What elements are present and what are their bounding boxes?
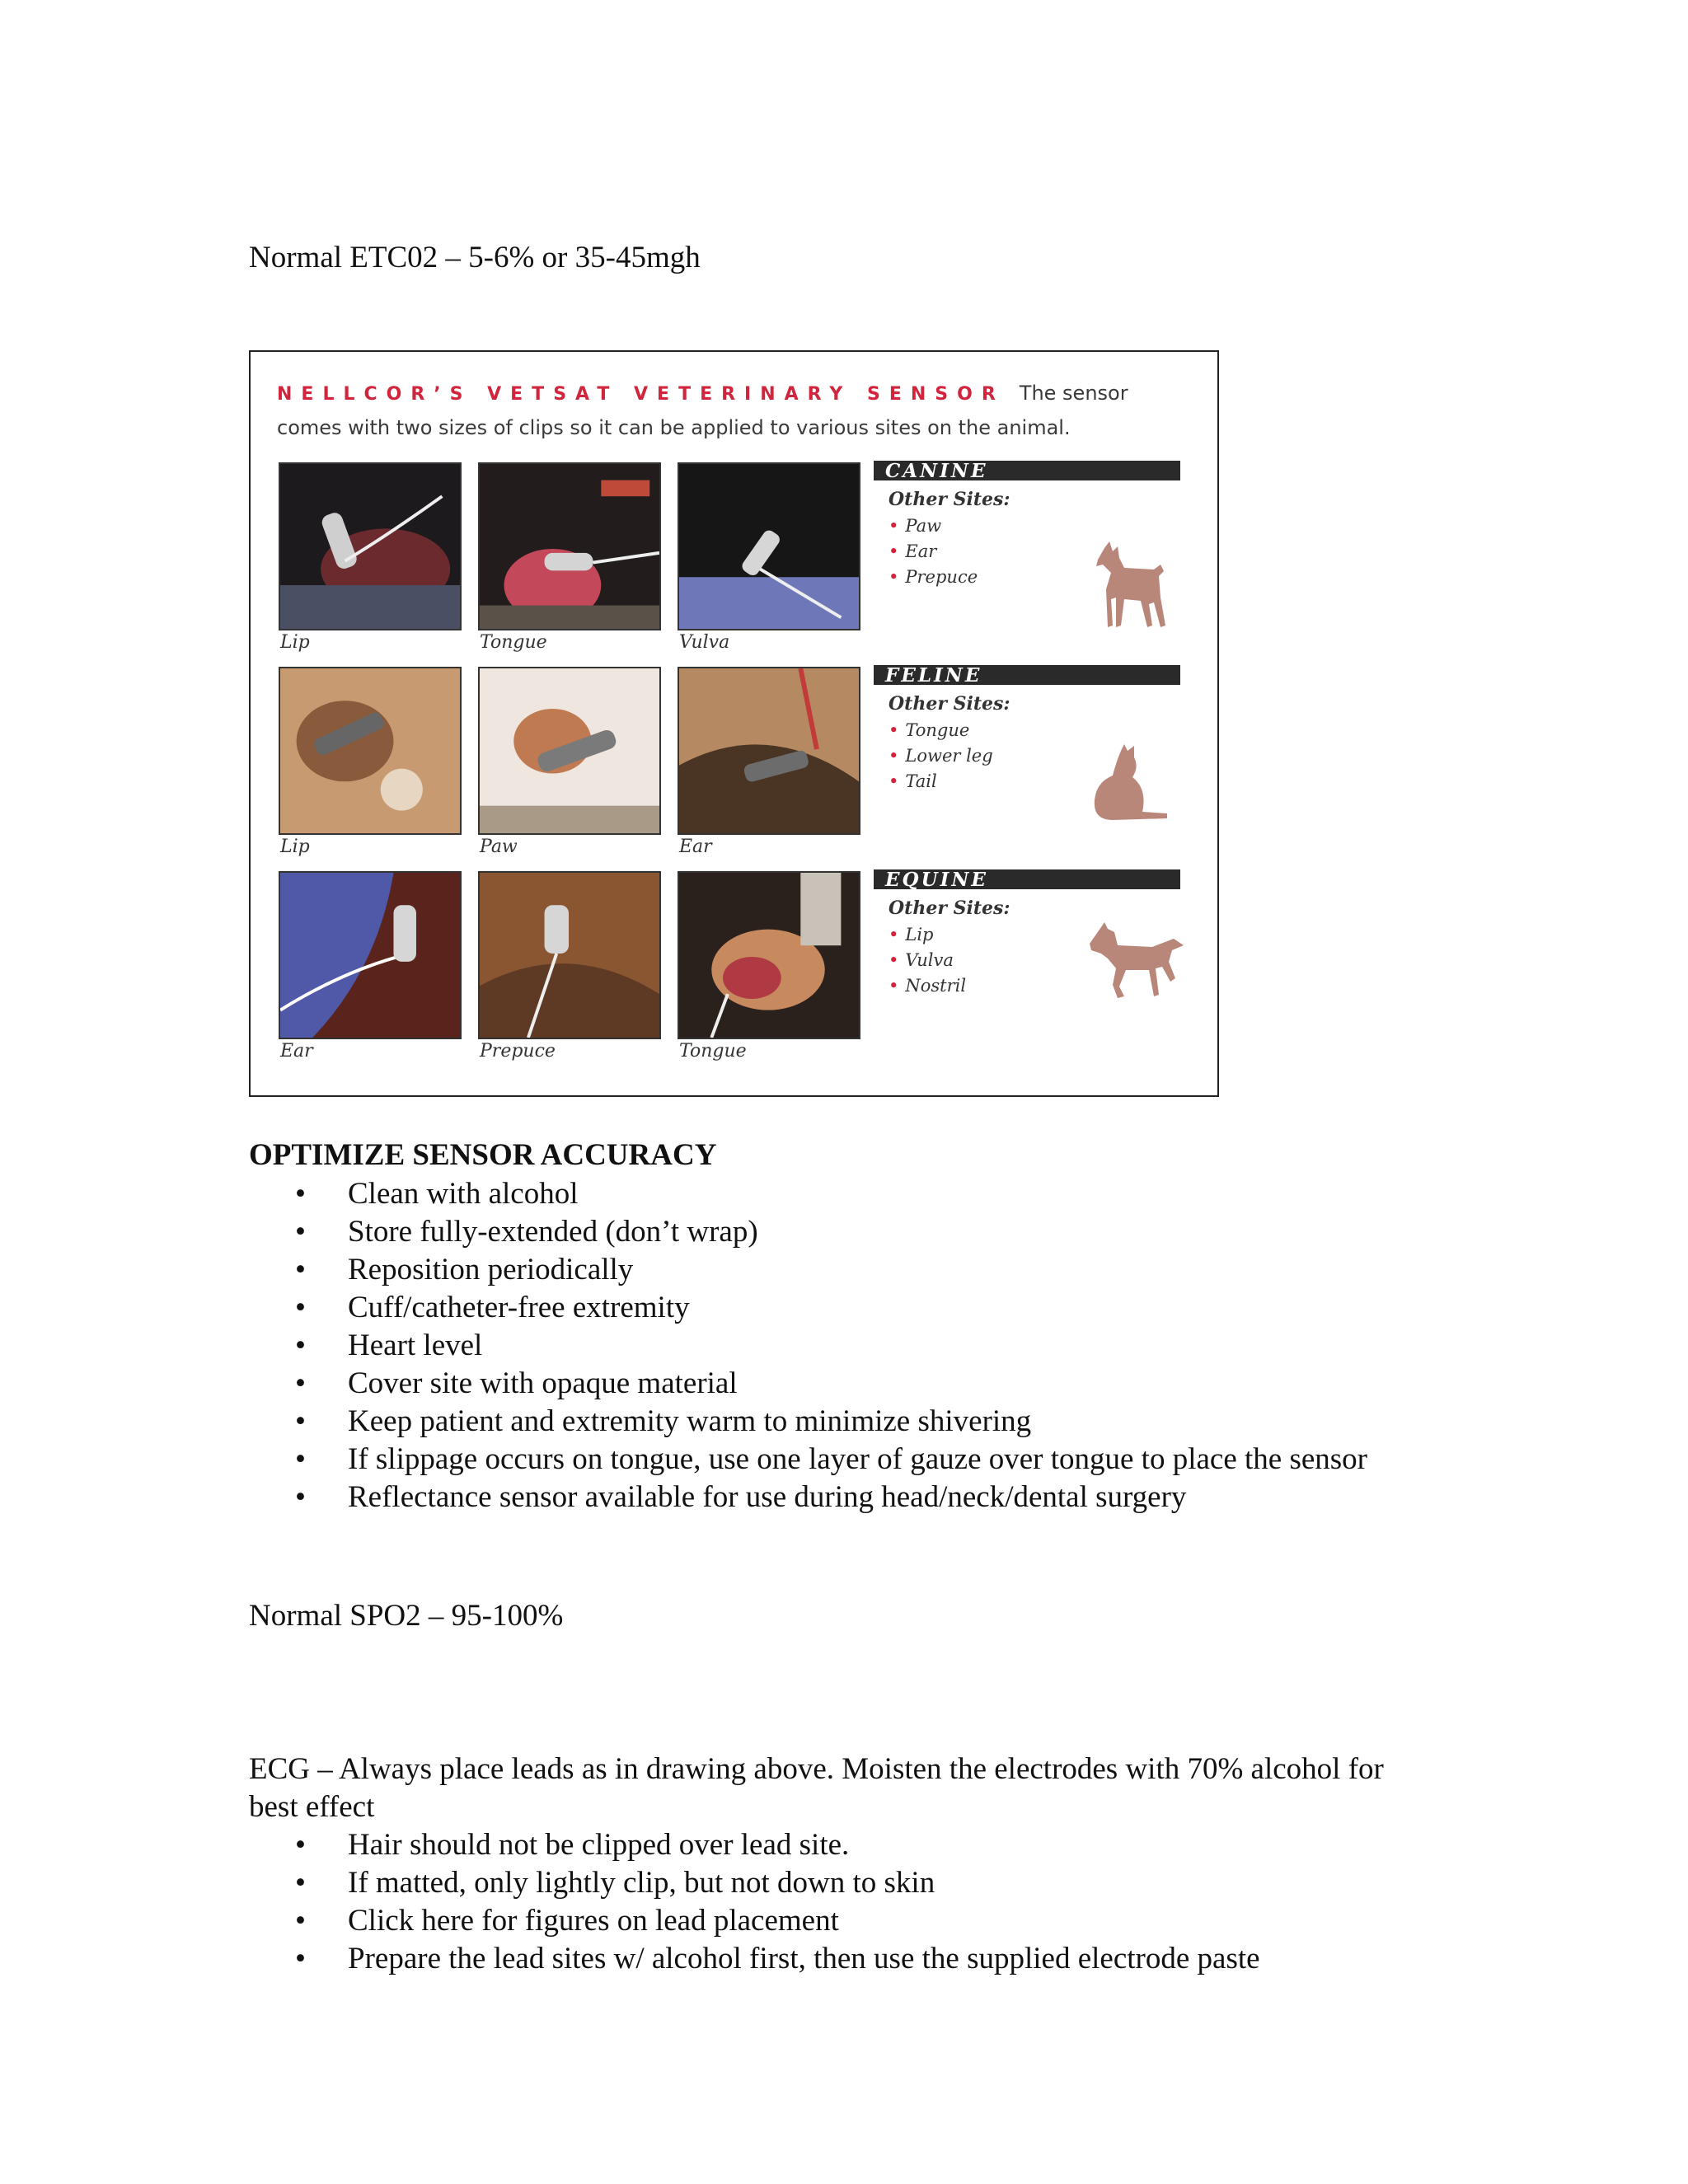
- photo-equine-prepuce: [478, 871, 661, 1039]
- list-item: • Heart level: [249, 1327, 1419, 1365]
- caption-equine-tongue: Tongue: [679, 1041, 747, 1062]
- lead-placement-link[interactable]: • Click here for figures on lead placement: [249, 1902, 1419, 1940]
- photo-feline-lip: [279, 667, 462, 835]
- list-item: • If matted, only lightly clip, but not down to skin: [249, 1864, 1419, 1902]
- etco2-normal-text: Normal ETC02 – 5-6% or 35-45mgh: [249, 241, 701, 274]
- caption-equine-ear: Ear: [280, 1041, 313, 1062]
- species-title-feline: FELINE: [874, 665, 1180, 685]
- optimize-list: [249, 1175, 1419, 1516]
- other-site-item: • Prepuce: [889, 567, 978, 587]
- horse-icon: [1083, 921, 1185, 1000]
- list-item: • Reposition periodically: [249, 1251, 1419, 1289]
- list-item: • Cuff/catheter-free extremity: [249, 1289, 1419, 1327]
- optimize-section-title: OPTIMIZE SENSOR ACCURACY: [249, 1138, 717, 1172]
- photo-equine-tongue: [678, 871, 860, 1039]
- caption-canine-vulva: Vulva: [679, 632, 730, 653]
- other-sites-label-canine: Other Sites:: [889, 489, 1010, 510]
- photo-canine-lip: [279, 462, 462, 630]
- photo-feline-paw: [478, 667, 661, 835]
- photo-feline-ear: [678, 667, 860, 835]
- list-item: • Prepare the lead sites w/ alcohol first, then use the supplied electrode paste: [249, 1940, 1419, 1978]
- other-site-item: • Lip: [889, 925, 934, 944]
- list-item: • Keep patient and extremity warm to minimize shivering: [249, 1403, 1419, 1441]
- caption-feline-paw: Paw: [480, 837, 518, 857]
- list-item: • Reflectance sensor available for use during head/neck/dental surgery: [249, 1479, 1419, 1516]
- caption-canine-lip: Lip: [280, 632, 310, 653]
- caption-feline-ear: Ear: [679, 837, 712, 857]
- other-site-item: • Vulva: [889, 950, 954, 970]
- other-sites-label-equine: Other Sites:: [889, 898, 1010, 919]
- spo2-normal-text: Normal SPO2 – 95-100%: [249, 1599, 564, 1633]
- other-sites-label-feline: Other Sites:: [889, 693, 1010, 715]
- other-site-item: • Tongue: [889, 720, 970, 740]
- vetsat-sensor-figure: [249, 350, 1219, 1097]
- other-site-item: • Nostril: [889, 976, 967, 996]
- other-site-item: • Tail: [889, 771, 937, 791]
- caption-canine-tongue: Tongue: [480, 632, 547, 653]
- caption-equine-prepuce: Prepuce: [480, 1041, 556, 1062]
- species-title-equine: EQUINE: [874, 869, 1180, 889]
- photo-equine-ear: [279, 871, 462, 1039]
- photo-canine-tongue: [478, 462, 661, 630]
- ecg-list: [249, 1826, 1419, 1978]
- species-title-canine: CANINE: [874, 461, 1180, 480]
- caption-feline-lip: Lip: [280, 837, 310, 857]
- other-site-item: • Paw: [889, 516, 942, 536]
- list-item: • If slippage occurs on tongue, use one layer of gauze over tongue to place the sensor: [249, 1441, 1419, 1479]
- photo-canine-vulva: [678, 462, 860, 630]
- figure-description: The sensor comes with two sizes of clips so it can be applied to various sites on the animal.: [277, 382, 1128, 439]
- other-site-item: • Ear: [889, 541, 937, 561]
- figure-brand-title: NELLCOR’S VETSAT VETERINARY SENSOR: [277, 384, 1005, 405]
- ecg-intro-text: ECG – Always place leads as in drawing above. Moisten the electrodes with 70% alcohol for best effect: [249, 1752, 1384, 1824]
- dog-icon: [1088, 540, 1170, 630]
- list-item: • Hair should not be clipped over lead site.: [249, 1826, 1419, 1864]
- figure-header: [277, 377, 1192, 444]
- list-item: • Store fully-extended (don’t wrap): [249, 1213, 1419, 1251]
- cat-icon: [1088, 743, 1170, 825]
- other-site-item: • Lower leg: [889, 746, 993, 766]
- list-item: • Clean with alcohol: [249, 1175, 1419, 1213]
- list-item: • Cover site with opaque material: [249, 1365, 1419, 1403]
